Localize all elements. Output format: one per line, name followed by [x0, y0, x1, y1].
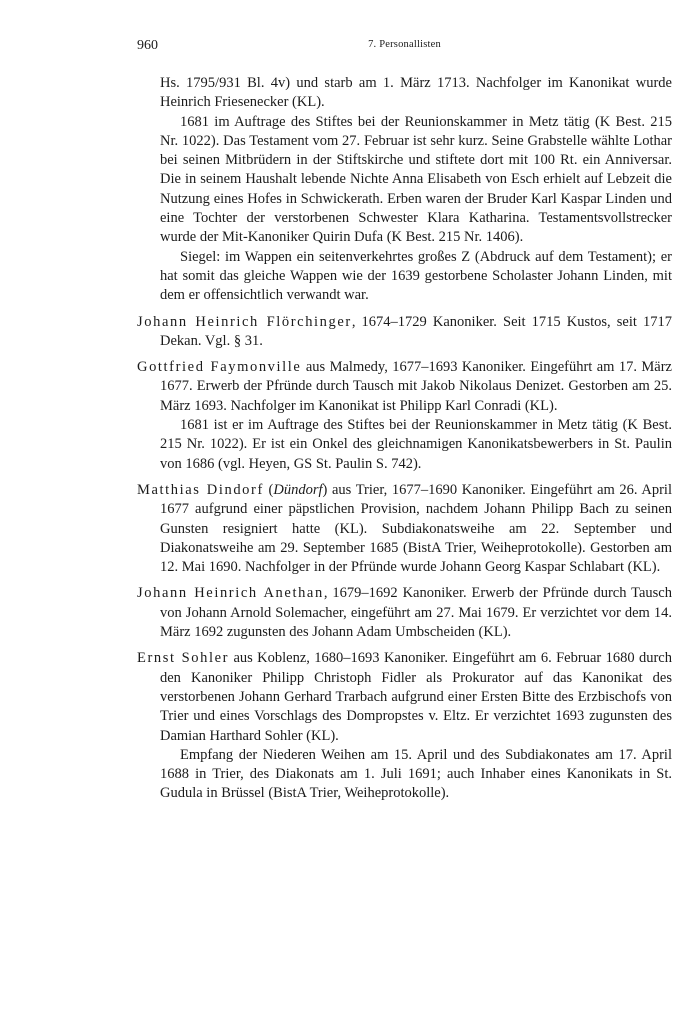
entry-faymonville	[137, 358, 672, 416]
person-name: Ernst Sohler	[137, 650, 230, 667]
entry-floerchinger	[137, 313, 672, 352]
person-name: Johann Heinrich Flörchinger	[137, 313, 352, 330]
person-name: Johann Heinrich Anethan	[137, 585, 324, 602]
name-variant: Dündorf	[273, 481, 323, 498]
person-name: Matthias Dindorf	[137, 481, 264, 498]
note-paragraph: 1681 im Auftrage des Stiftes bei der Reunionskammer in Metz tätig (K Best. 215 Nr. 1022). Das Testament vom 27. Februar ist sehr kurz. Seine Grabstelle wählte Lothar bei seinen Mitbrüdern in der Stiftskirche und stiftete dort mit 100 Rt. ein Anniversar. Die in seinem Haushalt lebende Nichte Anna Elisabeth von Esch erhielt auf Lebzeit die Nutzung eines Hofes in Schwickerath. Erben waren der Bruder Karl Kaspar Linden und eine Tochter der verstorbenen Schwester Klara Katharina. Testamentsvollstrecker wurde der Mit-Kanoniker Quirin Dufa (K Best. 215 Nr. 1406).	[160, 113, 672, 246]
seal-paragraph: Siegel: im Wappen ein seitenverkehrtes großes Z (Abdruck auf dem Testament); er hat somit das gleiche Wappen wie der 1639 gestorbene Scholaster Johann Linden, mit dem er offensichtlich verwandt war.	[160, 248, 672, 304]
entry-dindorf	[137, 481, 672, 577]
continuation-paragraph: Hs. 1795/931 Bl. 4v) und starb am 1. März 1713. Nachfolger im Kanonikat wurde Heinrich Friesenecker (KL).	[160, 75, 672, 111]
entry-text: , 1674–1729 Kanoniker. Seit 1715 Kustos, seit 1717 Dekan. Vgl. § 31.	[160, 313, 672, 349]
running-title: 7. Personallisten	[368, 39, 441, 50]
entry-text: , 1679–1692 Kanoniker. Erwerb der Pfründe durch Tausch von Johann Arnold Solemacher, eingeführt am 27. Mai 1679. Er verzichtet vor dem 14. März 1692 zugunsten des Johann Adam Umbscheiden (KL).	[160, 585, 672, 641]
page-number: 960	[137, 38, 158, 53]
entry-text: aus Malmedy, 1677–1693 Kanoniker. Eingeführt am 17. März 1677. Erwerb der Pfründe durch Tausch mit Jakob Nikolaus Denizet. Gestorben am 25. März 1693. Nachfolger im Kanonikat ist Philipp Karl Conradi (KL).	[160, 359, 672, 414]
entry-note: Empfang der Niederen Weihen am 15. April und des Subdiakonates am 17. April 1688 in Trier, des Diakonats am 1. Juli 1691; auch Inhaber eines Kanonikats in St. Gudula in Brüssel (BistA Trier, Weiheprotokolle).	[160, 746, 672, 802]
entry-text: aus Koblenz, 1680–1693 Kanoniker. Eingeführt am 6. Februar 1680 durch den Kanoniker Philipp Christoph Fidler als Prokurator auf das Kanonikat des verstorbenen Johann Gerhard Trarbach aufgrund einer Ersten Bitte des Erzbischofs von Trier und eines Vorschlags des Dompropstes v. Eltz. Er verzichtet 1693 zugunsten des Damian Harthard Sohler (KL).	[160, 650, 672, 744]
entry-anethan	[137, 584, 672, 642]
entry-text: ) aus Trier, 1677–1690 Kanoniker. Eingeführt am 26. April 1677 aufgrund einer päpstlichen Provision, nachdem Johann Philipp Bach zu seinen Gunsten resigniert hatte (KL). Subdiakonatsweihe am 22. September und Diakonatsweihe am 29. September 1685 (BistA Trier, Weiheprotokolle). Gestorben am 12. Mai 1690. Nachfolger in der Pfründe wurde Johann Georg Kaspar Schlabart (KL).	[160, 481, 672, 576]
entry-sohler	[137, 649, 672, 745]
entry-pre: (	[263, 481, 274, 498]
person-name: Gottfried Faymonville	[137, 359, 302, 376]
page-body	[137, 74, 672, 804]
entry-note: 1681 ist er im Auftrage des Stiftes bei der Reunionskammer in Metz tätig (K Best. 215 Nr. 1022). Er ist ein Onkel des gleichnamigen Kanonikatsbewerbers in St. Paulin von 1686 (vgl. Heyen, GS St. Paulin S. 742).	[160, 417, 672, 472]
page-header	[137, 38, 672, 58]
